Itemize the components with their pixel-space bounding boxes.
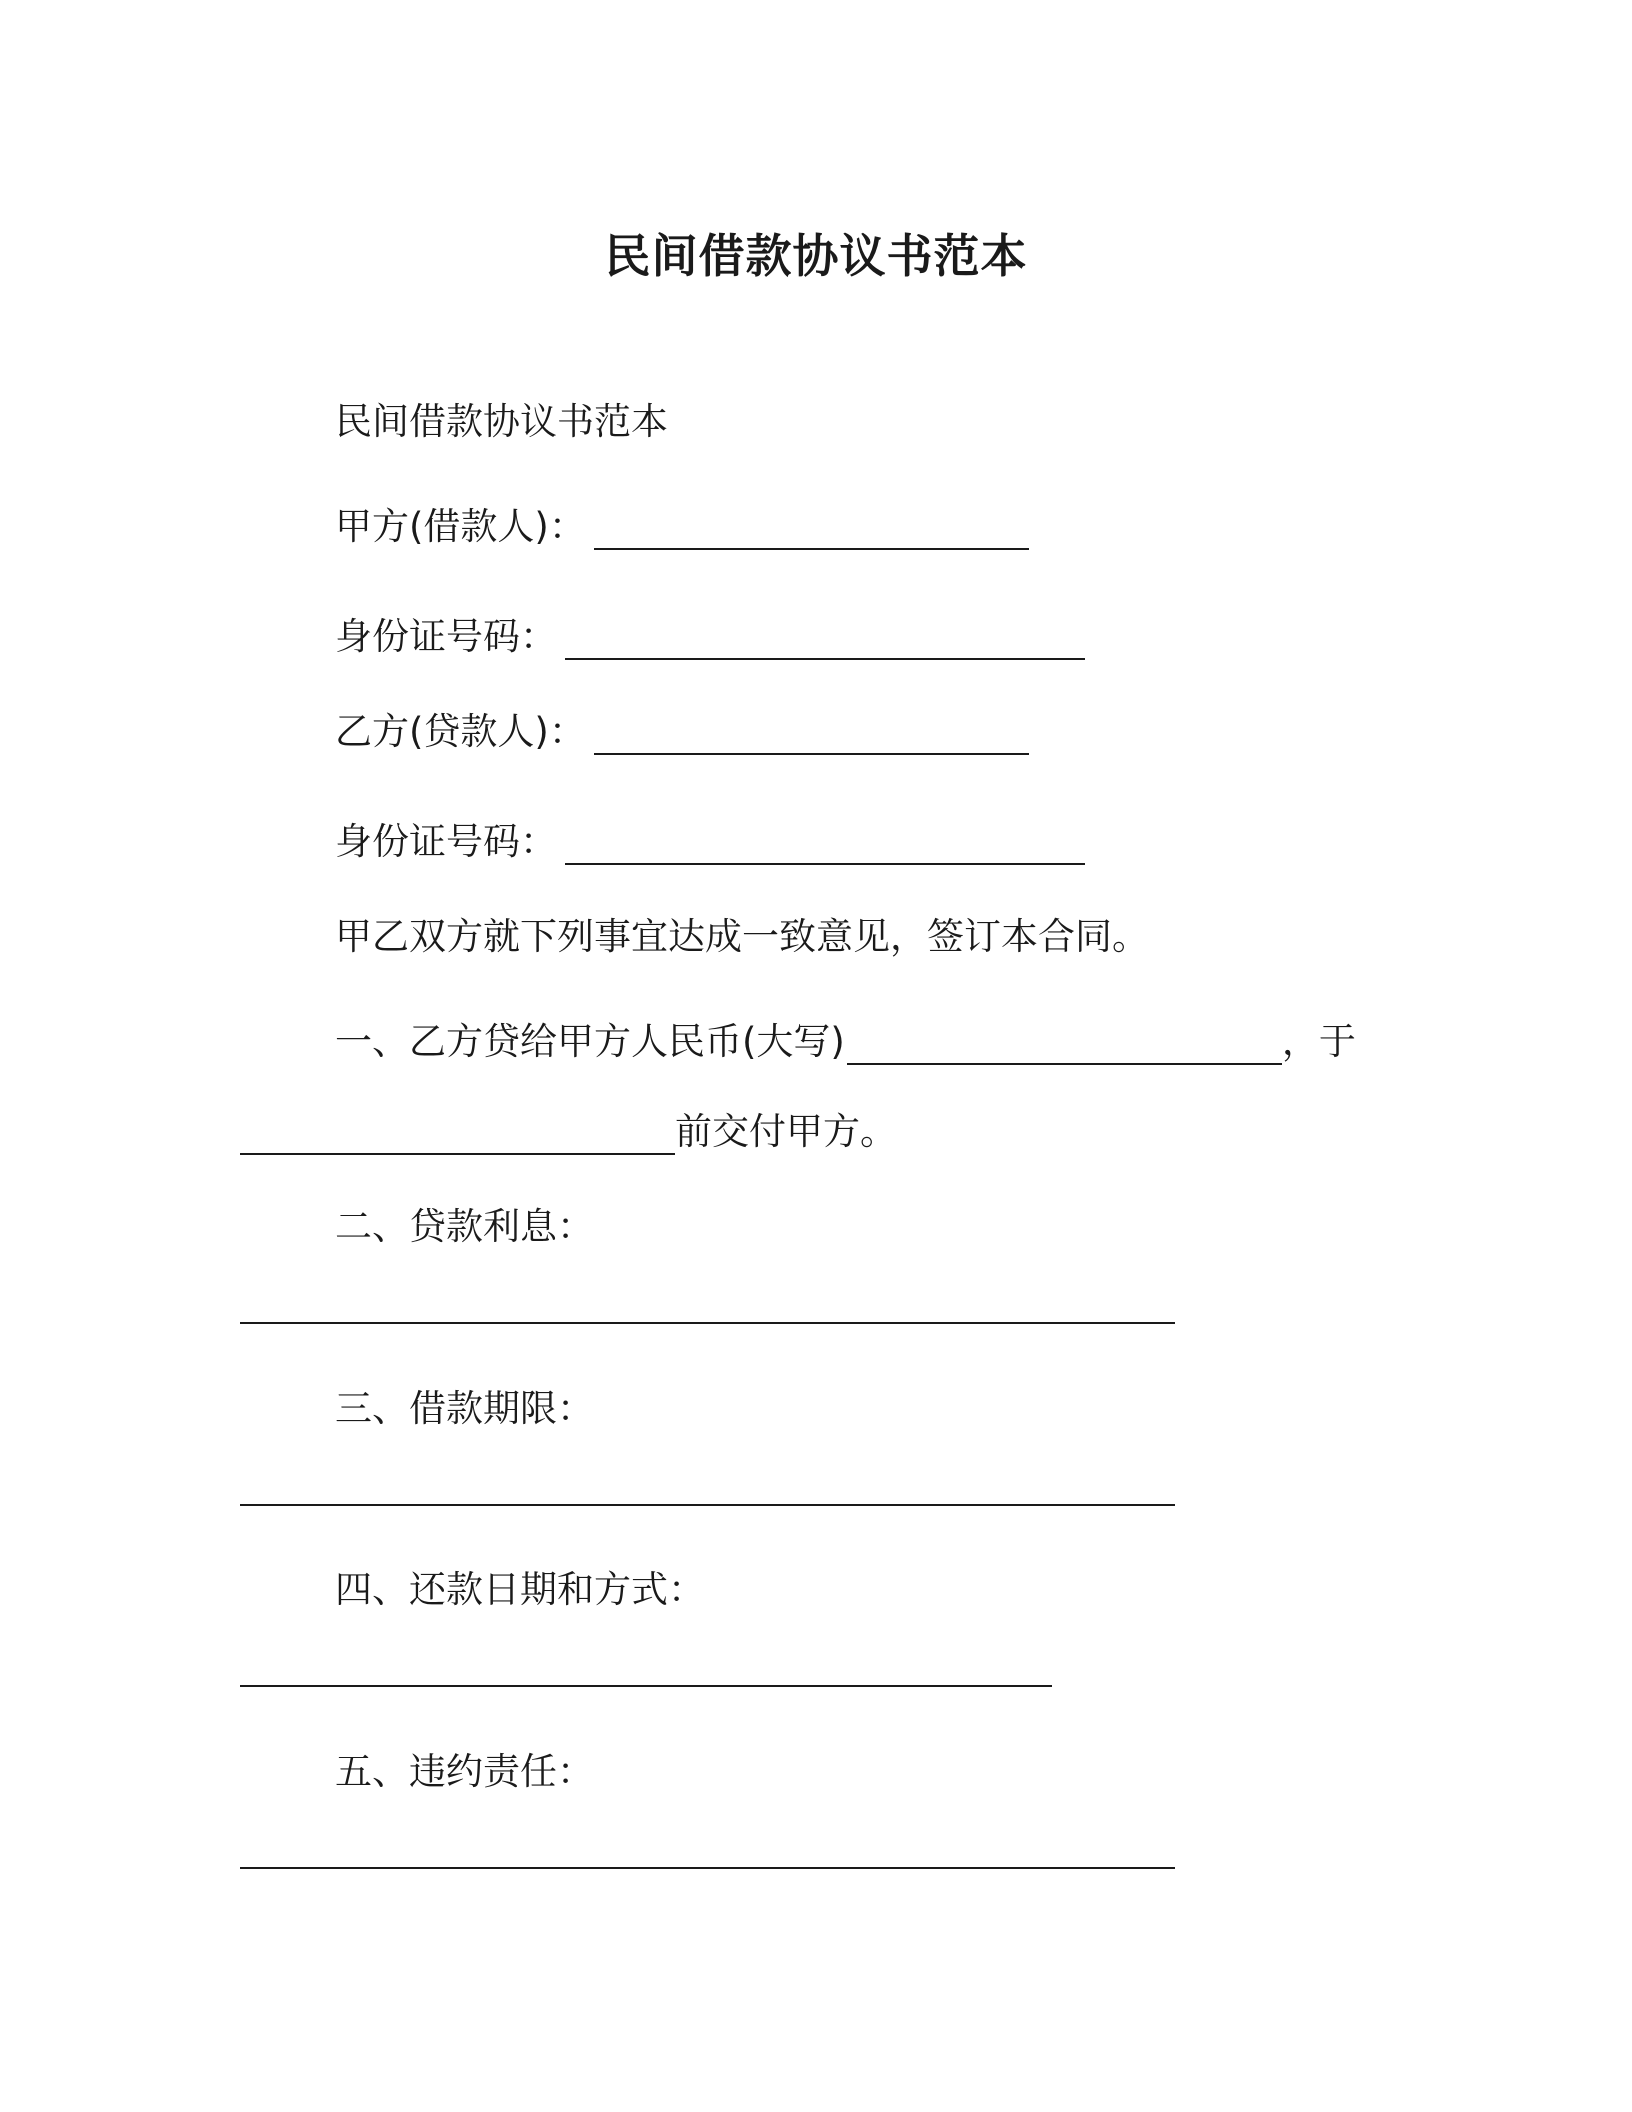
clause-3-blank[interactable] bbox=[240, 1504, 1175, 1506]
clause-5-line bbox=[335, 1745, 594, 1795]
party-b-id-blank[interactable] bbox=[565, 823, 1085, 865]
clause-3-line bbox=[335, 1382, 594, 1432]
party-b-label: 乙方(贷款人)： bbox=[335, 710, 586, 753]
party-a-blank[interactable] bbox=[594, 508, 1029, 550]
clause-1-text: 一、乙方贷给甲方人民币(大写) bbox=[335, 1020, 845, 1063]
party-a-id-label: 身份证号码： bbox=[335, 615, 557, 658]
clause-5-blank[interactable] bbox=[240, 1867, 1175, 1869]
document-subtitle bbox=[335, 395, 668, 445]
party-b-blank[interactable] bbox=[594, 713, 1029, 755]
document-title: 民间借款协议书范本 bbox=[604, 229, 1028, 283]
clause-5-heading: 五、违约责任： bbox=[335, 1750, 594, 1793]
clause-4-blank[interactable] bbox=[240, 1685, 1052, 1687]
clause-1-line-1 bbox=[335, 1015, 1356, 1065]
party-b-line bbox=[335, 705, 1029, 755]
clause-1-comma: ，于 bbox=[1281, 1020, 1356, 1063]
clause-1-tail: 前交付甲方。 bbox=[675, 1110, 897, 1153]
delivery-date-blank[interactable] bbox=[240, 1113, 675, 1155]
agreement-intro-line bbox=[335, 910, 1149, 960]
clause-2-heading: 二、贷款利息： bbox=[335, 1205, 594, 1248]
clause-4-line bbox=[335, 1563, 705, 1613]
party-a-id-blank[interactable] bbox=[565, 618, 1085, 660]
party-b-id-label: 身份证号码： bbox=[335, 820, 557, 863]
subtitle-text: 民间借款协议书范本 bbox=[335, 400, 668, 443]
clause-4-heading: 四、还款日期和方式： bbox=[335, 1568, 705, 1611]
loan-amount-blank[interactable] bbox=[847, 1023, 1282, 1065]
clause-2-line bbox=[335, 1200, 594, 1250]
agreement-intro: 甲乙双方就下列事宜达成一致意见，签订本合同。 bbox=[335, 915, 1149, 958]
clause-3-heading: 三、借款期限： bbox=[335, 1387, 594, 1430]
clause-1-line-2 bbox=[240, 1105, 897, 1155]
clause-2-blank[interactable] bbox=[240, 1322, 1175, 1324]
party-a-line bbox=[335, 500, 1029, 550]
party-a-id-line bbox=[335, 610, 1085, 660]
party-b-id-line bbox=[335, 815, 1085, 865]
party-a-label: 甲方(借款人)： bbox=[335, 505, 586, 548]
